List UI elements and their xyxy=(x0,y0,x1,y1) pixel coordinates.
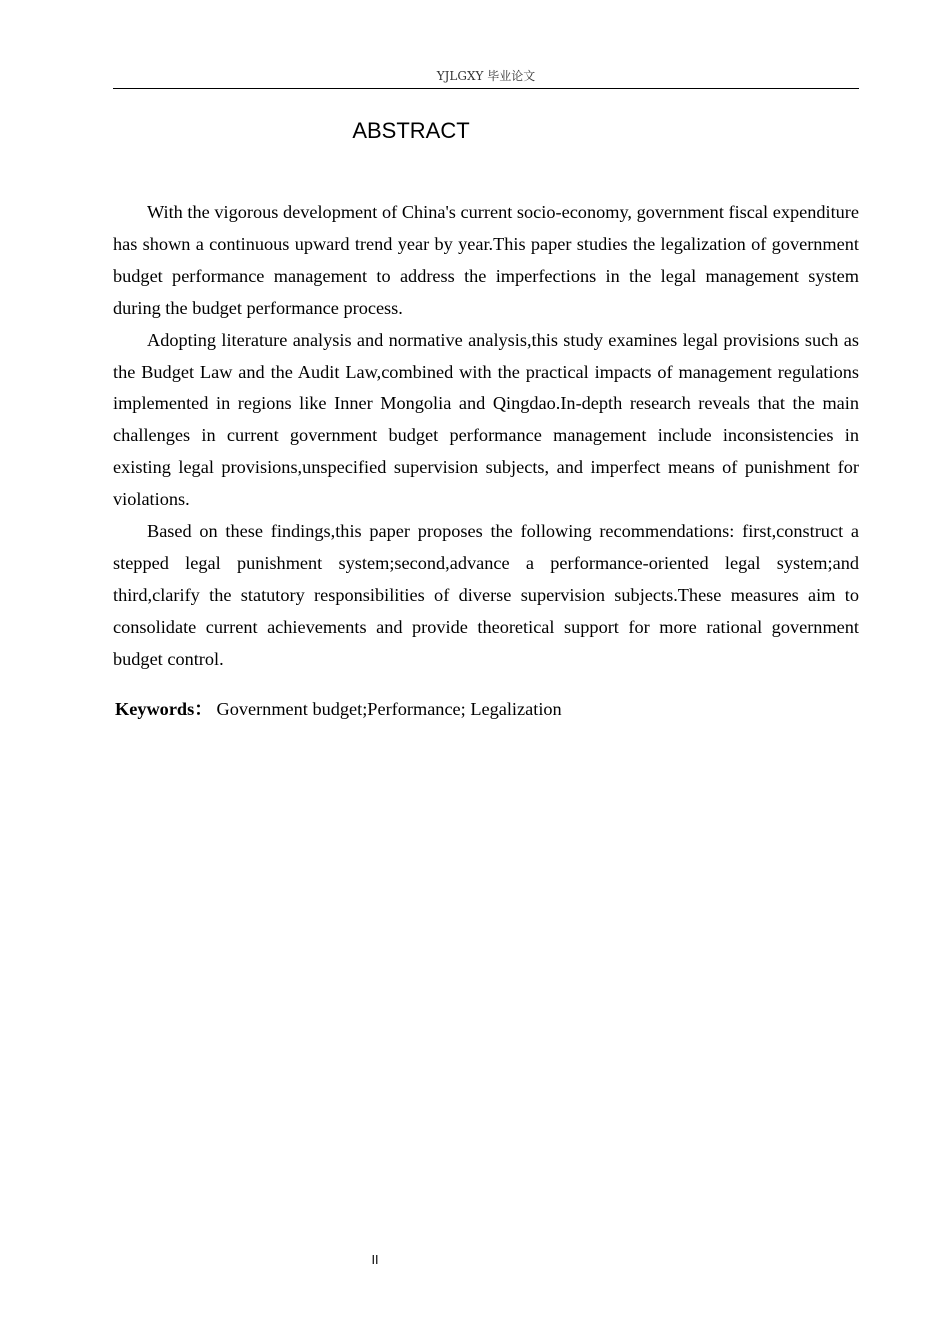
header-text: YJLGXY 毕业论文 xyxy=(436,69,536,83)
keywords-value: Government budget;Performance; Legalization xyxy=(216,699,562,719)
keywords-separator: ： xyxy=(194,699,213,719)
page-header xyxy=(113,66,859,89)
abstract-paragraph-2: Adopting literature analysis and normative analysis,this study examines legal provisions such as the Budget Law and the Audit Law,combined with the practical impacts of management regulations implemented in regions like Inner Mongolia and Qingdao.In-depth research reveals that the main challenges in current government budget performance management include inconsistencies in existing legal provisions,unspecified supervision subjects, and imperfect means of punishment for violations. xyxy=(113,329,859,510)
abstract-paragraph-3: Based on these findings,this paper proposes the following recommendations: first,construct a stepped legal punishment system;second,advance a performance-oriented legal system;and third,clarify the statutory responsibilities of diverse supervision subjects.These measures aim to consolidate current achievements and provide theoretical support for more rational government budget control. xyxy=(113,521,859,669)
abstract-title: ABSTRACT xyxy=(352,118,470,143)
abstract-paragraph-1: With the vigorous development of China's current socio-economy, government fiscal expenditure has shown a continuous upward trend year by year.This paper studies the legalization of government budget performance management to address the imperfections in the legal management system during the budget performance process. xyxy=(113,202,859,318)
abstract-body xyxy=(113,197,859,676)
page-number: II xyxy=(371,1253,379,1267)
keywords-line xyxy=(115,694,859,724)
keywords-label: Keywords xyxy=(115,699,195,719)
